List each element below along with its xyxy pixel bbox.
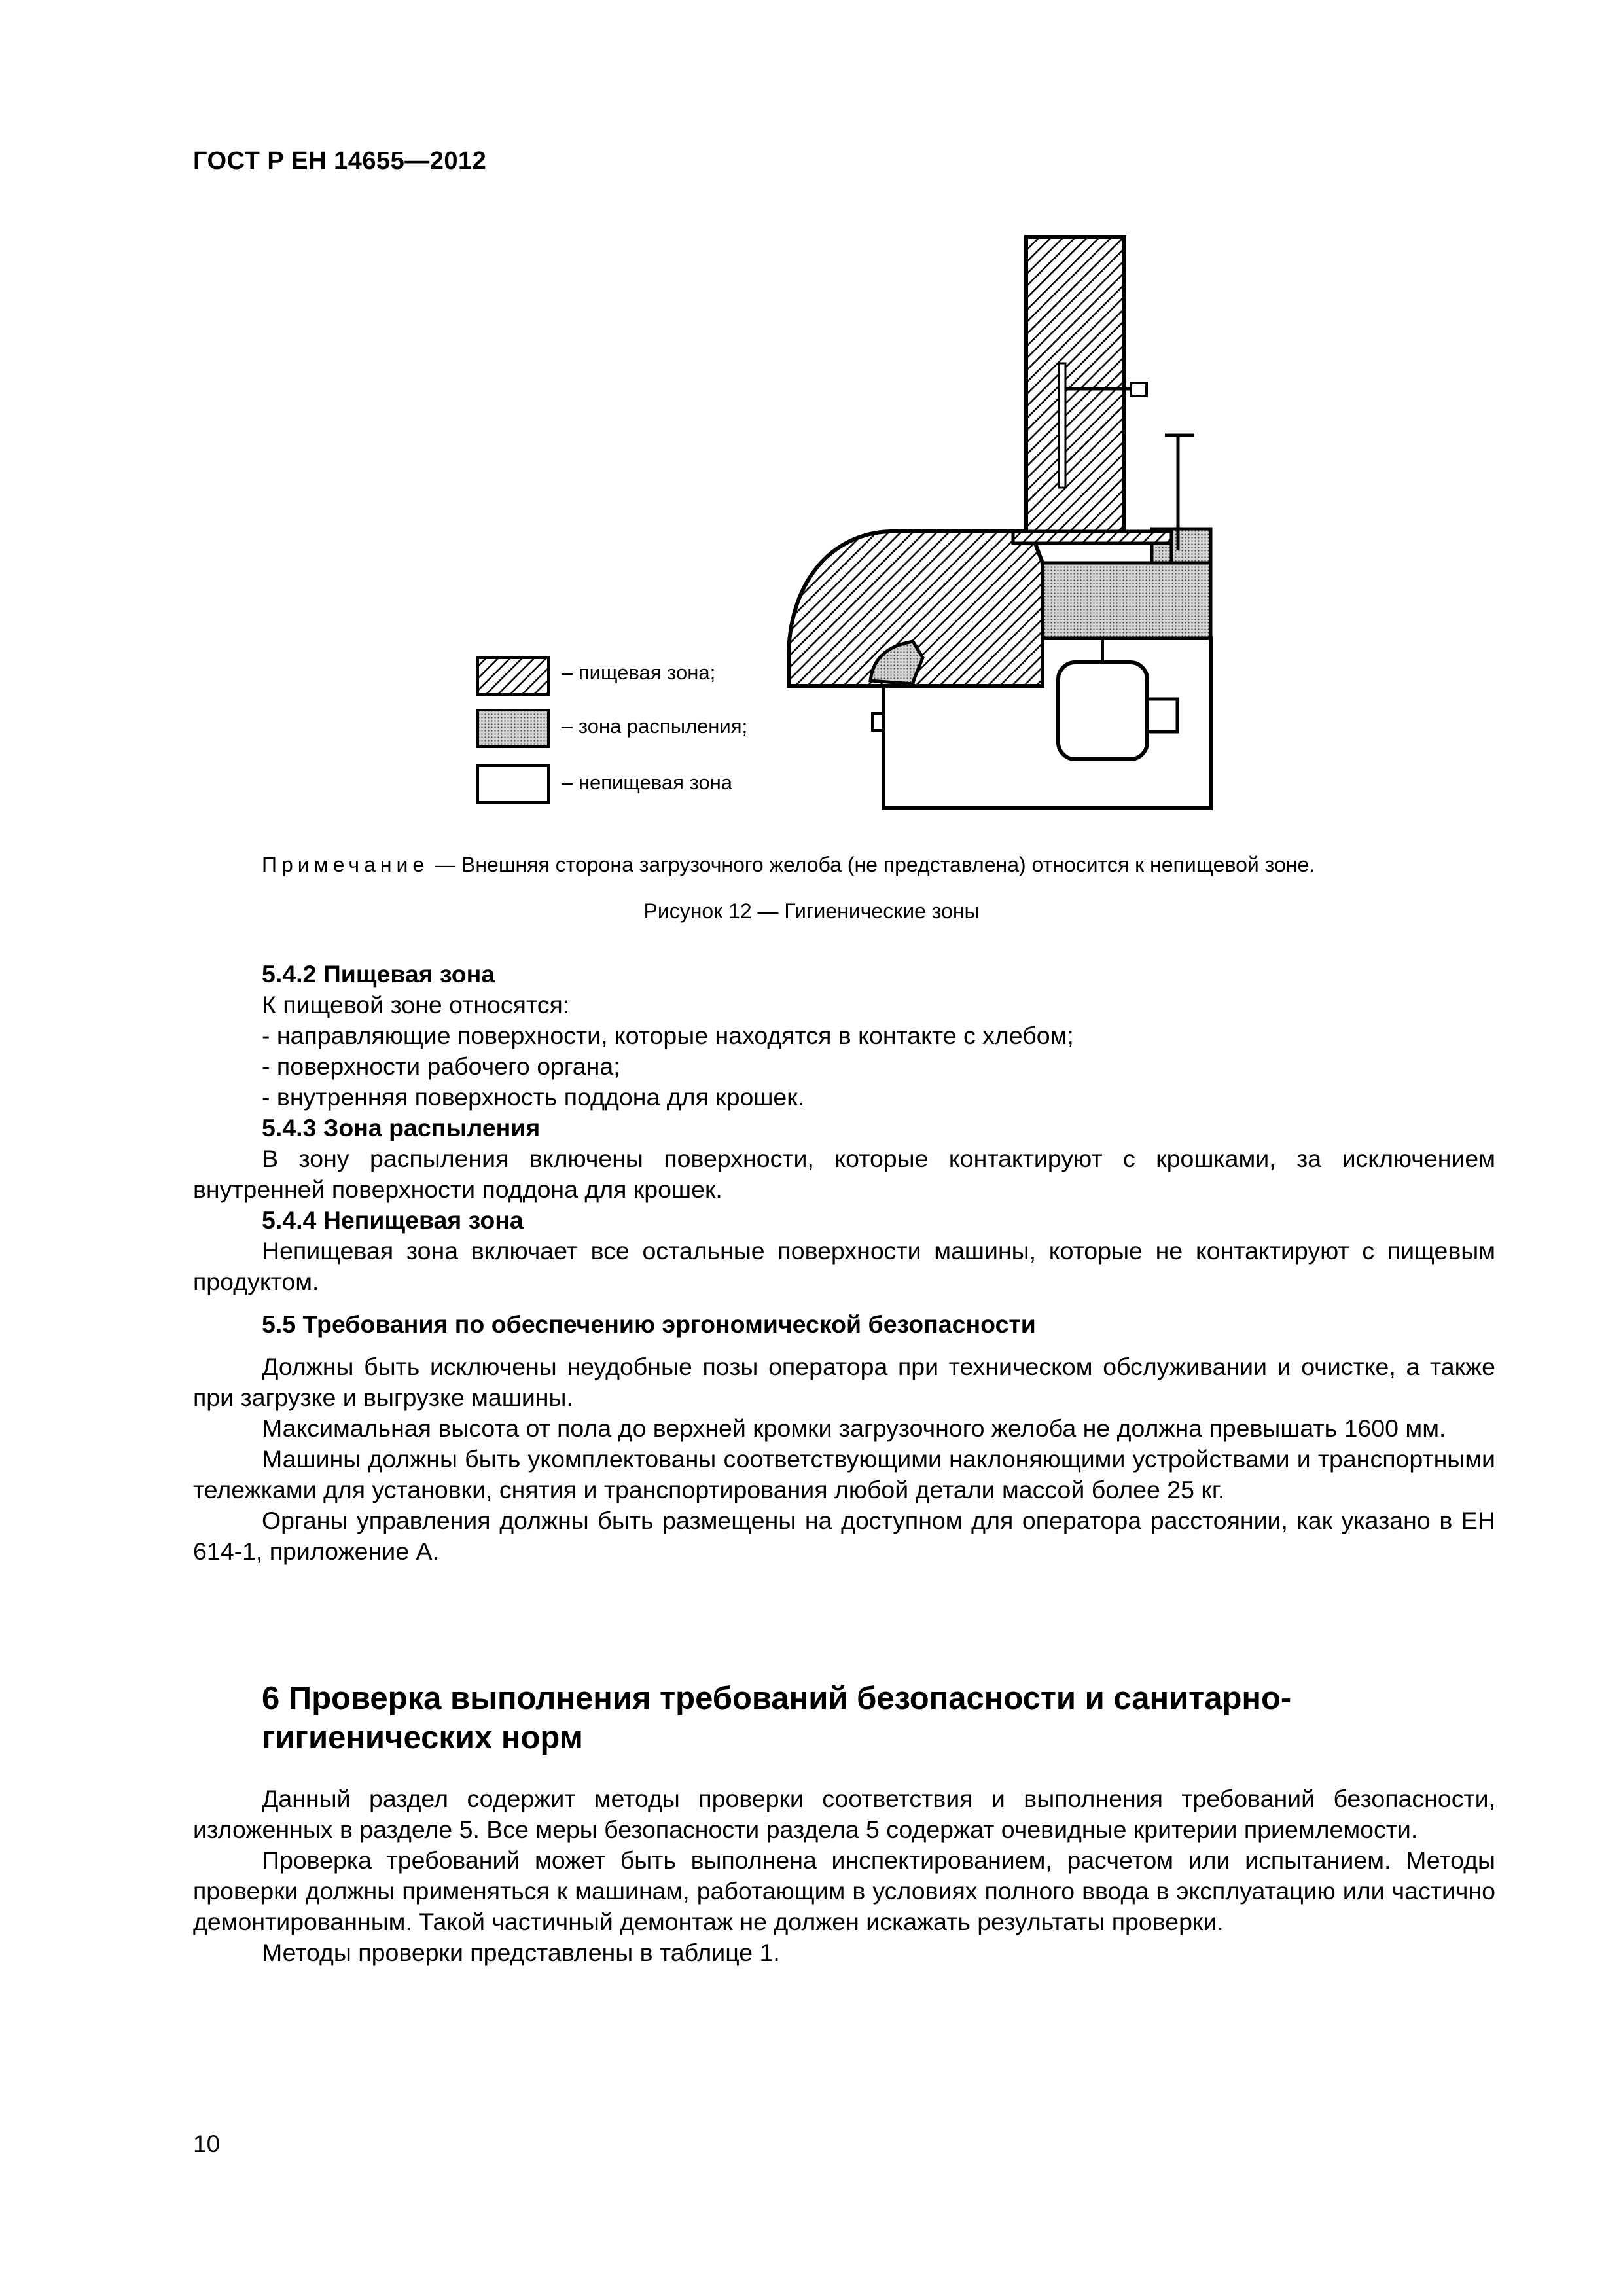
heading-6-line2: гигиенических норм xyxy=(262,1720,583,1755)
heading-5-4-2: 5.4.2 Пищевая зона xyxy=(262,960,495,988)
motor xyxy=(1058,662,1147,759)
legend-label-food-zone: – пищевая зона; xyxy=(562,661,716,684)
document-header: ГОСТ Р ЕН 14655—2012 xyxy=(193,147,487,175)
section-6-body xyxy=(193,1784,1495,1968)
side-knob xyxy=(872,713,883,730)
text-5-4-4: Непищевая зона включает все остальные поверхности машины, которые не контактируют с пищевым продуктом. xyxy=(193,1237,1495,1295)
legend xyxy=(478,658,747,802)
heading-6 xyxy=(262,1679,1374,1757)
paragraph: Машины должны быть укомплектованы соответствующими наклоняющими устройствами и транспортными тележками для установки, снятия и транспортирования любой детали массой более 25 кг. xyxy=(193,1445,1495,1503)
page-number: 10 xyxy=(193,2130,221,2157)
text-5-4-2-intro: К пищевой зоне относятся: xyxy=(262,991,570,1018)
legend-swatch-food-zone xyxy=(478,658,548,694)
note-text: — Внешняя сторона загрузочного желоба (не представлена) относится к непищевой зоне. xyxy=(429,853,1315,876)
guide-plate xyxy=(1013,531,1171,543)
paragraph: Проверка требований может быть выполнена инспектированием, расчетом или испытанием. Методы проверки должны применяться к машинам, работающим в условиях полного ввода в эксплуатацию или частично демонтированным. Такой частичный демонтаж не должен искажать результаты проверки. xyxy=(193,1846,1495,1935)
list-item: - поверхности рабочего органа; xyxy=(262,1052,620,1080)
text-5-4-3: В зону распыления включены поверхности, которые контактируют с крошками, за исключением внутренней поверхности поддона для крошек. xyxy=(193,1145,1495,1203)
figure-caption: Рисунок 12 — Гигиенические зоны xyxy=(643,899,980,923)
list-item: - направляющие поверхности, которые находятся в контакте с хлебом; xyxy=(262,1022,1074,1049)
machine-drawing xyxy=(789,237,1211,808)
sections-5-4 xyxy=(193,959,1495,1567)
heading-6-line1: 6 Проверка выполнения требований безопасности и санитарно- xyxy=(262,1681,1292,1716)
paragraph: Максимальная высота от пола до верхней кромки загрузочного желоба не должна превышать 1600 мм. xyxy=(262,1414,1446,1442)
paragraph: Методы проверки представлены в таблице 1. xyxy=(262,1939,780,1966)
paragraph: Органы управления должны быть размещены на доступном для оператора расстоянии, как указано в ЕН 614-1, приложение А. xyxy=(193,1507,1495,1565)
spray-zone-block xyxy=(1031,563,1211,638)
legend-swatch-spray-zone xyxy=(478,710,548,747)
paragraph: Должны быть исключены неудобные позы оператора при техническом обслуживании и очистке, а также при загрузке и выгрузке машины. xyxy=(193,1353,1495,1411)
list-item: - внутренняя поверхность поддона для крошек. xyxy=(262,1083,805,1111)
blade xyxy=(1059,363,1065,488)
motor-shaft xyxy=(1147,699,1177,732)
figure-note xyxy=(262,853,1315,877)
adjust-knob xyxy=(1131,383,1147,396)
vertical-column xyxy=(1026,237,1124,535)
legend-swatch-nonfood-zone xyxy=(478,766,548,802)
legend-label-nonfood-zone: – непищевая зона xyxy=(562,771,732,794)
heading-5-5: 5.5 Требования по обеспечению эргономической безопасности xyxy=(262,1310,1036,1338)
legend-label-spray-zone: – зона распыления; xyxy=(562,715,748,738)
heading-5-4-3: 5.4.3 Зона распыления xyxy=(262,1114,541,1141)
note-prefix: Примечание xyxy=(262,853,429,876)
hygiene-zones-figure xyxy=(458,223,1309,831)
heading-5-4-4: 5.4.4 Непищевая зона xyxy=(262,1206,524,1234)
paragraph: Данный раздел содержит методы проверки соответствия и выполнения требований безопасности, изложенных в разделе 5. Все меры безопасности раздела 5 содержат очевидные критерии приемлемости. xyxy=(193,1785,1495,1843)
